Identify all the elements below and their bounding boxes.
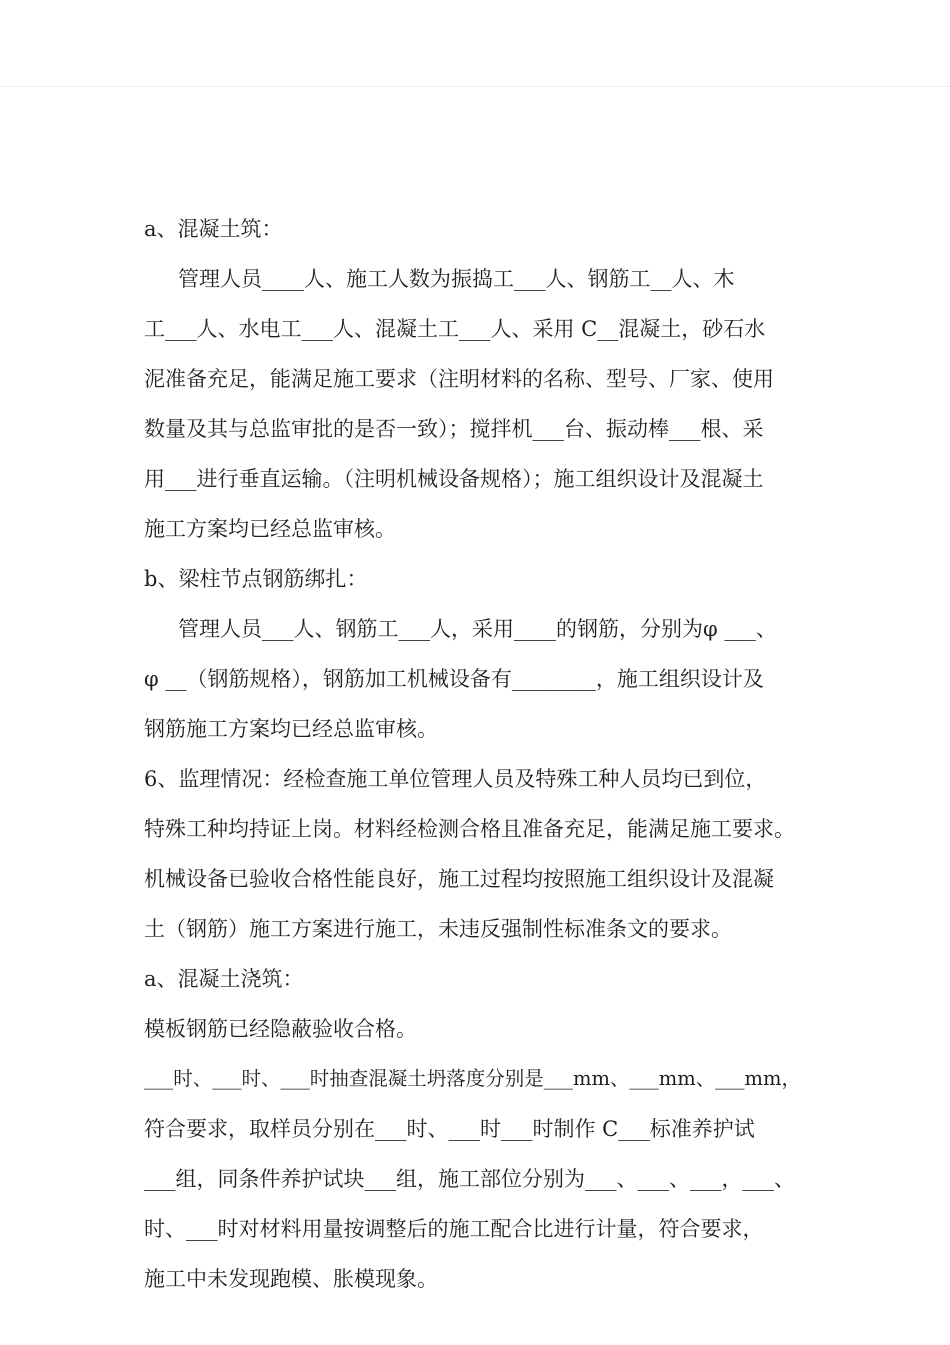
paragraph-line: ___组，同条件养护试块___组，施工部位分别为___、___、___，___、	[144, 1167, 795, 1191]
paragraph-line: 泥准备充足，能满足施工要求（注明材料的名称、型号、厂家、使用	[144, 367, 774, 391]
section-heading-pouring: a、混凝土浇筑：	[144, 967, 304, 991]
paragraph-line: 管理人员___人、钢筋工___人，采用____的钢筋，分别为φ ___、	[178, 617, 777, 641]
paragraph-line: ___时、___时、___时抽查混凝土坍落度分别是___mm、___mm、___mm，	[144, 1067, 801, 1090]
paragraph-line: 施工方案均已经总监审核。	[144, 517, 396, 541]
paragraph-line: 数量及其与总监审批的是否一致）；搅拌机___台、振动棒___根、采	[144, 417, 764, 441]
paragraph-line: 模板钢筋已经隐蔽验收合格。	[144, 1017, 417, 1041]
section-heading-supervision: 6、监理情况：经检查施工单位管理人员及特殊工种人员均已到位，	[144, 767, 767, 791]
paragraph-line: 时、___时对材料用量按调整后的施工配合比进行计量，符合要求，	[144, 1217, 764, 1241]
paragraph-line: 用___进行垂直运输。（注明机械设备规格）；施工组织设计及混凝土	[144, 467, 764, 491]
section-heading-concrete: a、混凝土筑：	[144, 217, 283, 241]
section-heading-rebar: b、梁柱节点钢筋绑扎：	[144, 567, 368, 591]
page-header-band	[0, 0, 950, 87]
paragraph-line: φ __（钢筋规格），钢筋加工机械设备有________，施工组织设计及	[144, 667, 764, 691]
paragraph-line: 钢筋施工方案均已经总监审核。	[144, 717, 438, 741]
paragraph-line: 工___人、水电工___人、混凝土工___人、采用 C__混凝土，砂石水	[144, 317, 766, 341]
paragraph-line: 管理人员____人、施工人数为振捣工___人、钢筋工__人、木	[178, 267, 735, 291]
paragraph-line: 符合要求，取样员分别在___时、___时___时制作 C___标准养护试	[144, 1117, 755, 1141]
paragraph-line: 施工中未发现跑模、胀模现象。	[144, 1267, 438, 1291]
paragraph-line: 特殊工种均持证上岗。材料经检测合格且准备充足，能满足施工要求。	[144, 817, 795, 841]
paragraph-line: 土（钢筋）施工方案进行施工，未违反强制性标准条文的要求。	[144, 917, 732, 941]
paragraph-line: 机械设备已验收合格性能良好，施工过程均按照施工组织设计及混凝	[144, 867, 774, 891]
document-body	[144, 204, 814, 1304]
